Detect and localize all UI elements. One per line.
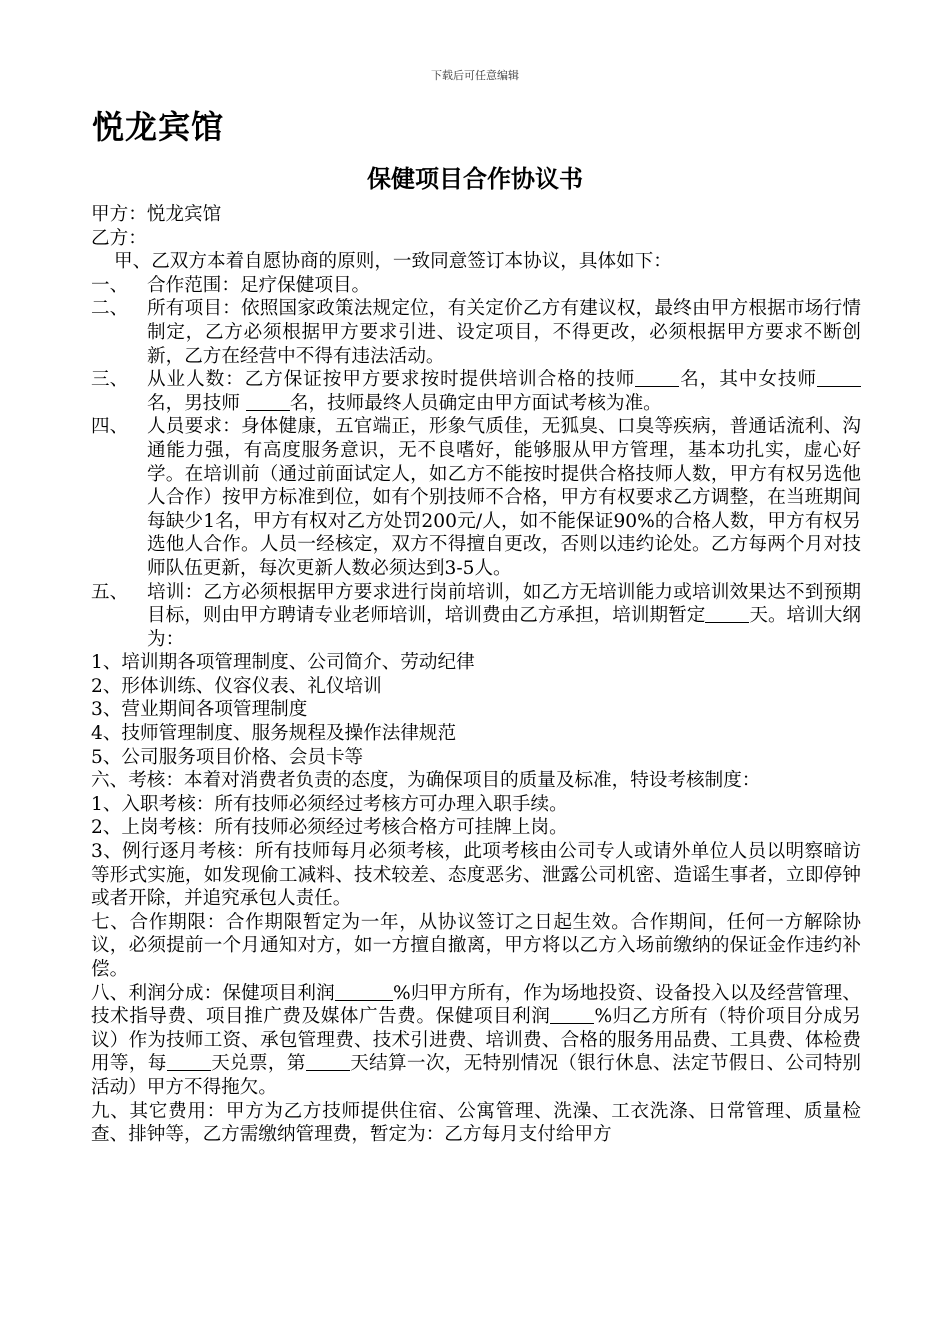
section-text-part: 天结算一次，无特别情况（银行休息、法定节假日、公司特别活动）甲方不得拖欠。 — [91, 1053, 861, 1098]
outline-item: 3、营业期间各项管理制度 — [91, 699, 308, 721]
clause-number: 三、 — [91, 369, 129, 391]
outline-item: 5、公司服务项目价格、会员卡等 — [91, 746, 364, 768]
party-b: 乙方： — [91, 227, 147, 249]
document-title: 保健项目合作协议书 — [367, 165, 583, 193]
clause-number: 一、 — [91, 274, 129, 296]
section-text-part: 八、利润分成：保健项目利润 — [91, 982, 335, 1004]
clause-text: 合作范围：足疗保健项目。 — [147, 274, 371, 296]
fill-blank[interactable] — [550, 1005, 594, 1024]
section-8 — [91, 982, 861, 1100]
clause-text: 所有项目：依照国家政策法规定位，有关定价乙方有建议权，最终由甲方根据市场行情制定，乙方必须根据甲方要求引进、设定项目，不得更改，必须根据甲方要求不断创新，乙方在经营中不得有违法活动。 — [147, 298, 861, 367]
fill-blank[interactable] — [817, 368, 861, 387]
clause-text-part: 从业人数：乙方保证按甲方要求按时提供培训合格的技师 — [147, 369, 636, 391]
clause-1 — [91, 274, 861, 298]
clause-number: 四、 — [91, 416, 129, 438]
section-text-part: %归乙方所有（特价项目分成另议）作为技师工资、承包管理费、技术引进费、培训费、合格的服务用品费、工具费、体检费用等，每 — [91, 1006, 861, 1075]
section-6: 六、考核：本着对消费者负责的态度，为确保项目的质量及标准，特设考核制度： — [91, 770, 761, 792]
section-9: 九、其它费用：甲方为乙方技师提供住宿、公寓管理、洗澡、工衣洗涤、日常管理、质量检查、排钟等，乙方需缴纳管理费，暂定为：乙方每月支付给甲方 — [91, 1100, 861, 1146]
clause-text-part: 名，其中女技师 — [679, 369, 817, 391]
fill-blank[interactable] — [635, 368, 679, 387]
clause-text-part: 培训：乙方必须根据甲方要求进行岗前培训，如乙方无培训能力或培训效果达不到预期目标，则由甲方聘请专业老师培训，培训费由乙方承担，培训期暂定 — [147, 581, 861, 627]
clause-text — [147, 581, 861, 652]
outline-item: 2、形体训练、仪容仪表、礼仪培训 — [91, 675, 382, 697]
clause-2 — [91, 297, 861, 368]
clause-text-part: 名，技师最终人员确定由甲方面试考核为准。 — [289, 392, 662, 414]
outline-item: 4、技师管理制度、服务规程及操作法律规范 — [91, 723, 457, 745]
clause-4 — [91, 415, 861, 580]
fill-blank[interactable] — [335, 982, 393, 1001]
clause-text-part: 名，男技师 — [147, 392, 246, 414]
clause-text — [147, 368, 861, 415]
section-text-part: 天兑票，第 — [210, 1053, 306, 1075]
assessment-item: 2、上岗考核：所有技师必须经过考核合格方可挂牌上岗。 — [91, 817, 568, 839]
clause-number: 五、 — [91, 581, 129, 603]
assessment-item: 3、例行逐月考核：所有技师每月必须考核，此项考核由公司专人或请外单位人员以明察暗访等形式实施，如发现偷工减料、技术较差、态度恶劣、泄露公司机密、造谣生事者，立即停钟或者开除，并追究承包人责任。 — [91, 841, 861, 910]
fill-blank[interactable] — [306, 1052, 350, 1071]
clause-number: 二、 — [91, 298, 129, 320]
fill-blank[interactable] — [246, 392, 290, 411]
clause-text-part: 天。培训大纲为： — [147, 605, 861, 650]
clause-3 — [91, 368, 861, 415]
section-text-part: %归甲方所有，作为场地投资、设备投入以及经营管理、技术指导费、项目推广费及媒体广告费。保健项目利润 — [91, 982, 861, 1028]
clause-text: 人员要求：身体健康，五官端正，形象气质佳，无狐臭、口臭等疾病，普通话流利、沟通能力强，有高度服务意识，无不良嗜好，能够服从甲方管理，基本功扎实，虚心好学。在培训前（通过前面试定人，如乙方不能按时提供合格技师人数，甲方有权另选他人合作）按甲方标准到位，如有个别技师不合格，甲方有权要求乙方调整，在当班期间每缺少1名，甲方有权对乙方处罚200元/人，如不能保证90%的合格人数，甲方有权另选他人合作。人员一经核定，双方不得擅自更改，否则以违约论处。乙方每两个月对技师队伍更新，每次更新人数必须达到3-5人。 — [147, 416, 861, 579]
intro-paragraph: 甲、乙双方本着自愿协商的原则，一致同意签订本协议，具体如下： — [114, 251, 672, 273]
fill-blank[interactable] — [167, 1052, 211, 1071]
header-note: 下载后可任意编辑 — [431, 69, 519, 82]
assessment-item: 1、入职考核：所有技师必须经过考核方可办理入职手续。 — [91, 793, 568, 815]
party-a: 甲方：悦龙宾馆 — [91, 204, 222, 225]
document-body — [91, 203, 861, 1147]
clause-5 — [91, 581, 861, 652]
outline-item: 1、培训期各项管理制度、公司简介、劳动纪律 — [91, 652, 475, 674]
hotel-name: 悦龙宾馆 — [92, 108, 225, 146]
section-7: 七、合作期限：合作期限暂定为一年，从协议签订之日起生效。合作期间，任何一方解除协议，必须提前一个月通知对方，如一方擅自撤离，甲方将以乙方入场前缴纳的保证金作违约补偿。 — [91, 911, 861, 980]
fill-blank[interactable] — [705, 604, 749, 623]
